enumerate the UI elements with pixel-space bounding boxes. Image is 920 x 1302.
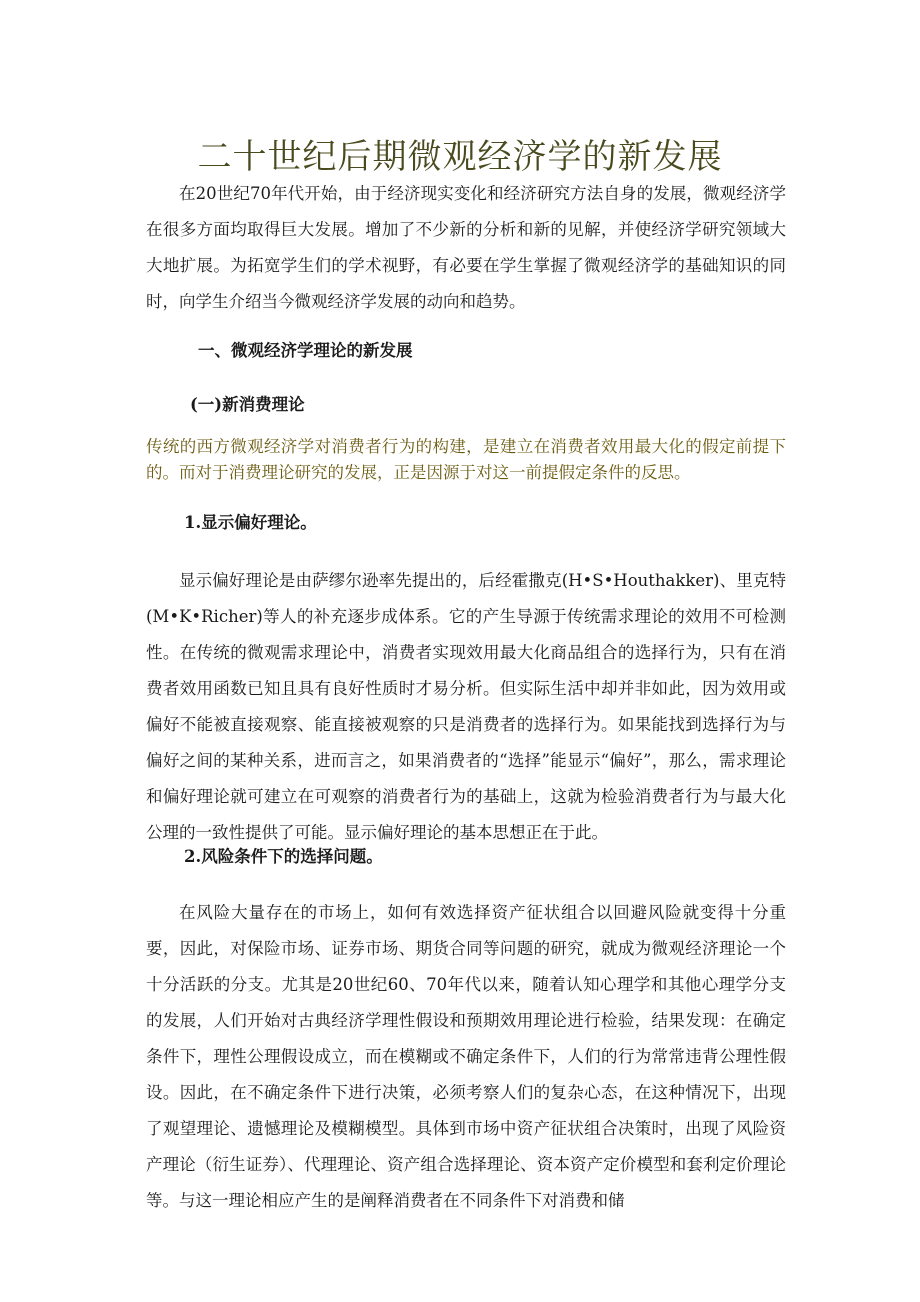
document-title: 二十世纪后期微观经济学的新发展 [197, 136, 723, 177]
subsection-heading: (一)新消费理论 [190, 395, 305, 414]
item-heading-revealed-preference: 1.显示偏好理论。 [184, 513, 317, 532]
risk-choice-paragraph: 在风险大量存在的市场上，如何有效选择资产征状组合以回避风险就变得十分重要，因此，对保险市场、证券市场、期货合同等问题的研究，就成为微观经济理论一个十分活跃的分支。尤其是20世纪60、70年代以来，随着认知心理学和其他心理学分支的发展，人们开始对古典经济学理性假设和预期效用理论进行检验，结果发现：在确定条件下，理性公理假设成立，而在模糊或不确定条件下，人们的行为常常违背公理性假设。因此，在不确定条件下进行决策，必须考察人们的复杂心态，在这种情况下，出现了观望理论、遗憾理论及模糊模型。具体到市场中资产征状组合决策时，出现了风险资产理论（衍生证券）、代理理论、资产组合选择理论、资本资产定价模型和套利定价理论等。与这一理论相应产生的是阐释消费者在不同条件下对消费和储 [146, 903, 786, 1210]
intro-paragraph: 在20世纪70年代开始，由于经济现实变化和经济研究方法自身的发展，微观经济学在很多方面均取得巨大发展。增加了不少新的分析和新的见解，并使经济学研究领域大大地扩展。为拓宽学生们的学术视野，有必要在学生掌握了微观经济学的基础知识的同时，向学生介绍当今微观经济学发展的动向和趋势。 [146, 184, 786, 311]
section-heading: 一、微观经济学理论的新发展 [198, 341, 413, 360]
revealed-preference-paragraph: 显示偏好理论是由萨缪尔逊率先提出的，后经霍撒克(H•S•Houthakker)、里克特(M•K•Richer)等人的补充逐步成体系。它的产生导源于传统需求理论的效用不可检测性。在传统的微观需求理论中，消费者实现效用最大化商品组合的选择行为，只有在消费者效用函数已知且具有良好性质时才易分析。但实际生活中却并非如此，因为效用或偏好不能被直接观察、能直接被观察的只是消费者的选择行为。如果能找到选择行为与偏好之间的某种关系，进而言之，如果消费者的“选择”能显示“偏好”，那么，需求理论和偏好理论就可建立在可观察的消费者行为的基础上，这就为检验消费者行为与最大化公理的一致性提供了可能。显示偏好理论的基本思想正在于此。 [146, 571, 786, 842]
item-heading-risk-choice: 2.风险条件下的选择问题。 [184, 847, 383, 866]
highlighted-paragraph: 传统的西方微观经济学对消费者行为的构建，是建立在消费者效用最大化的假定前提下的。而对于消费理论研究的发展，正是因源于对这一前提假定条件的反思。 [146, 437, 786, 482]
